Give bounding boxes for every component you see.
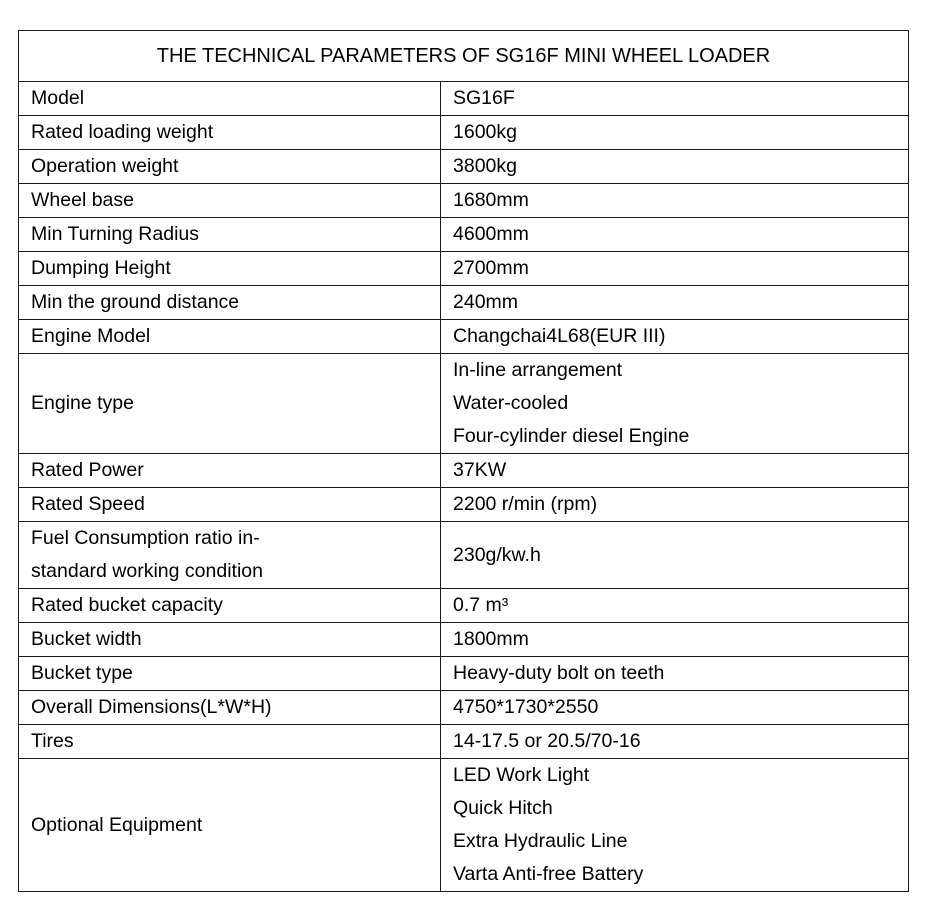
param-value (441, 759, 909, 892)
param-value-line: 240mm (453, 291, 519, 313)
param-label: Operation weight (19, 150, 441, 184)
param-value (441, 184, 909, 218)
param-value-line: SG16F (453, 87, 515, 109)
table-title: THE TECHNICAL PARAMETERS OF SG16F MINI WHEEL LOADER (19, 31, 909, 82)
table-row (19, 184, 909, 218)
param-value (441, 657, 909, 691)
param-value (441, 725, 909, 759)
param-value-line: 230g/kw.h (453, 543, 541, 566)
param-value-line: 3800kg (453, 155, 517, 177)
param-label: Optional Equipment (19, 759, 441, 892)
param-value (441, 691, 909, 725)
table-row (19, 454, 909, 488)
param-value-line: In-line arrangement (453, 359, 623, 381)
spec-table (18, 30, 909, 892)
param-value (441, 150, 909, 184)
param-value-line: Four-cylinder diesel Engine (453, 425, 690, 447)
param-value (441, 623, 909, 657)
param-value (441, 218, 909, 252)
table-row (19, 82, 909, 116)
param-label: Rated Power (19, 454, 441, 488)
param-label: Rated Speed (19, 488, 441, 522)
param-value (441, 320, 909, 354)
param-value-line: 1680mm (453, 189, 529, 211)
param-value (441, 116, 909, 150)
param-label: Engine type (19, 354, 441, 454)
param-value-line: 14-17.5 or 20.5/70-16 (453, 730, 641, 752)
table-row (19, 218, 909, 252)
param-value (441, 454, 909, 488)
table-row (19, 320, 909, 354)
param-label: Dumping Height (19, 252, 441, 286)
table-row (19, 354, 909, 454)
param-value-line: 37KW (453, 459, 507, 481)
param-value (441, 589, 909, 623)
param-value-line: Changchai4L68(EUR III) (453, 325, 666, 347)
param-label: Bucket type (19, 657, 441, 691)
param-label: Bucket width (19, 623, 441, 657)
table-row (19, 725, 909, 759)
param-value-line: 0.7 m³ (453, 594, 509, 616)
param-value-line: 2200 r/min (rpm) (453, 493, 598, 515)
param-value-line: 2700mm (453, 257, 529, 279)
table-row (19, 286, 909, 320)
table-row (19, 759, 909, 892)
table-row (19, 116, 909, 150)
table-row (19, 150, 909, 184)
table-row (19, 691, 909, 725)
param-value-line: LED Work Light (453, 764, 590, 786)
table-row (19, 488, 909, 522)
param-value (441, 286, 909, 320)
param-label: Overall Dimensions(L*W*H) (19, 691, 441, 725)
param-label-line: standard working condition (31, 560, 263, 582)
param-label: Rated bucket capacity (19, 589, 441, 623)
param-value (441, 522, 909, 589)
table-row (19, 252, 909, 286)
param-value (441, 82, 909, 116)
table-row (19, 589, 909, 623)
table-row (19, 657, 909, 691)
param-label: Wheel base (19, 184, 441, 218)
table-row (19, 522, 909, 589)
param-label-line: Fuel Consumption ratio in- (31, 527, 260, 549)
param-label: Min the ground distance (19, 286, 441, 320)
title-row (19, 31, 909, 82)
param-value (441, 488, 909, 522)
table-row (19, 623, 909, 657)
param-value-line: 1600kg (453, 121, 517, 143)
param-label: Min Turning Radius (19, 218, 441, 252)
param-value-line: Varta Anti-free Battery (453, 863, 644, 885)
param-label: Rated loading weight (19, 116, 441, 150)
param-value-line: Water-cooled (453, 392, 569, 414)
param-value-line: 4600mm (453, 223, 529, 245)
param-label: Model (19, 82, 441, 116)
param-value-line: Extra Hydraulic Line (453, 830, 628, 852)
param-value-line: Quick Hitch (453, 797, 553, 819)
param-value-line: 1800mm (453, 628, 529, 650)
param-value-line: Heavy-duty bolt on teeth (453, 662, 665, 684)
param-label: Tires (19, 725, 441, 759)
spec-body (19, 82, 909, 892)
param-value (441, 354, 909, 454)
param-label (19, 522, 441, 589)
param-label: Engine Model (19, 320, 441, 354)
param-value-line: 4750*1730*2550 (453, 696, 599, 718)
param-value (441, 252, 909, 286)
